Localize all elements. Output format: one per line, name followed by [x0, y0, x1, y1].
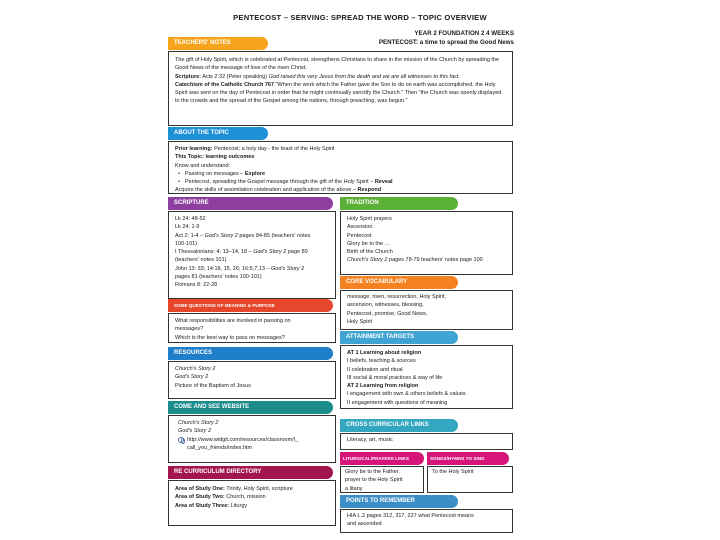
prayer-line: Glory be to the Father.: [345, 469, 400, 475]
liturgical-box: [340, 466, 424, 493]
at2-heading: AT 2 Learning from religion: [347, 383, 419, 390]
point-line: and ascended: [347, 521, 382, 528]
teachers-notes-intro: The gift of Holy Spirit, which is celebrated at Pentecost, strengthens Christians to share in the mission of the Church by spreading the Good News of the message of love of the risen Christ.: [175, 57, 500, 72]
cross-links-box: [340, 433, 513, 450]
tradition-line: Birth of the Church: [347, 249, 393, 256]
prayer-line: prayer to the Holy Spirit: [345, 477, 403, 484]
scripture-line: I Thessalonians: 4: 13–14, 18 – God's Story 2 page 89: [175, 249, 308, 256]
attainment-box: [340, 345, 513, 409]
website-url[interactable]: call_you_friends/index.htm: [187, 444, 253, 451]
year-weeks: YEAR 2 FOUNDATION 2 4 WEEKS: [414, 30, 514, 37]
resource-line: God's Story 2: [175, 374, 209, 381]
tradition-header: TRADITION: [340, 197, 458, 210]
liturgical-header: LITURGICAL/PRAYERS LINKS: [340, 452, 424, 465]
resources-header: RESOURCES: [168, 347, 333, 360]
page-title: PENTECOST – SERVING: SPREAD THE WORD – TOPIC OVERVIEW: [233, 13, 487, 22]
target-line: II celebration and ritual: [347, 366, 403, 373]
target-line: III social & moral practices & way of life: [347, 374, 443, 381]
learning-outcomes: This Topic: learning outcomes: [175, 154, 255, 161]
question-line: What responsibilities are involved in passing on: [175, 318, 291, 324]
outcome-list: [175, 170, 506, 187]
scripture-line: Romans 8: 22-28: [175, 282, 218, 289]
song-line: To the Holy Spirit: [432, 469, 474, 475]
globe-icon: [178, 437, 184, 443]
songs-box: [427, 466, 513, 493]
website-header: COME AND SEE WEBSITE: [168, 401, 333, 414]
target-line: I engagement with own & others beliefs & values: [347, 391, 466, 398]
outcome-reveal: • Pentecost, spreading the Gospel message through the gift of the Holy Spirit – Reveal: [178, 178, 506, 186]
scripture-line: pages 81 (teachers' notes 100-101): [175, 274, 262, 281]
scripture-line: John 13: 33; 14:18, 15, 26; 16:5,7,13 – God's Story 2: [175, 265, 305, 272]
target-line: I beliefs, teaching & sources: [347, 358, 416, 365]
tradition-line: Ascension: [347, 224, 373, 231]
website-url[interactable]: http://www.widgit.com/resources/classroom/l_: [187, 436, 298, 443]
scripture-line: Lk 24: 1-9: [175, 224, 200, 231]
about-topic-header: ABOUT THE TOPIC: [168, 127, 268, 140]
study-area-three: Area of Study Three: Liturgy: [175, 502, 248, 509]
scripture-line: Act 2: 1-4 – God's Story 2 pages 84-85 (teachers' notes: [175, 232, 311, 239]
resource-line: Church's Story 2: [175, 366, 216, 372]
vocab-line: ascension, witnesses, blessing,: [347, 302, 424, 309]
points-box: [340, 509, 513, 533]
songs-header: SONGS/HYMNS TO SING: [427, 452, 509, 465]
outcome-explore: • Passing on messages – Explore: [178, 170, 506, 178]
prayer-line: a litany: [345, 485, 363, 492]
resources-box: [168, 361, 336, 399]
teachers-notes-box: [168, 51, 513, 126]
teachers-notes-header: TEACHERS' NOTES: [168, 37, 268, 50]
core-vocab-box: [340, 290, 513, 330]
tradition-line: Pentecost: [347, 232, 372, 239]
vocab-line: Pentecost, promise, Good News,: [347, 310, 428, 317]
scripture-line: 100-101): [175, 240, 198, 247]
about-topic-box: [168, 141, 513, 194]
tradition-box: [340, 211, 513, 275]
attainment-header: ATTAINMENT TARGETS: [340, 331, 458, 344]
teachers-notes-scripture: Scripture: Acts 2:32 (Peter speaking) God raised this very Jesus from the death and we are all witnesses to this fact.: [175, 73, 460, 80]
prior-learning: Prior learning: Pentecost; a holy day - the feast of the Holy Spirit: [175, 146, 335, 152]
cross-link-line: Literacy, art, music: [347, 437, 393, 443]
teachers-notes-catechism: Catechism of the Catholic Church 767 "When the work which the Father gave the Son to do on earth was accomplished, the Holy Spirit was sent on the day of Pentecost in order that he might continually sanctify the Church." Then "the Church was openly displayed to the crowds and the spread of the Gospel among the nations, through preaching, was begun.": [175, 81, 502, 105]
resource-line: Picture of the Baptism of Jesus: [175, 382, 251, 389]
point-line: HIA L.2 pages 312, 317, 227 what Pentecost means: [347, 513, 474, 519]
vocab-line: Holy Spirit: [347, 318, 373, 325]
outcome-respond: Acquire the skills of assimilation celebration and application of the above – Respond: [175, 187, 382, 194]
vocab-line: message, risen, resurrection, Holy Spirit,: [347, 294, 447, 300]
core-vocab-header: CORE VOCABULARY: [340, 276, 458, 289]
topic-meta: [379, 29, 514, 47]
at1-heading: AT 1 Learning about religion: [347, 350, 422, 356]
points-header: POINTS TO REMEMBER: [340, 495, 458, 508]
website-line: God's Story 2: [178, 428, 212, 435]
know-understand: Know and understand:: [175, 162, 231, 169]
website-line: Church's Story 2: [178, 420, 219, 426]
questions-box: [168, 313, 336, 343]
scripture-line: Lk 24: 48-52: [175, 216, 206, 222]
scripture-box: [168, 211, 336, 299]
website-link[interactable]: [178, 436, 329, 453]
tradition-line: Holy Spirit prayers: [347, 216, 392, 222]
scripture-header: SCRIPTURE: [168, 197, 333, 210]
scripture-line: (teachers' notes 101): [175, 257, 227, 264]
question-line: messages?: [175, 326, 204, 333]
re-directory-header: RE CURRICULUM DIRECTORY: [168, 466, 333, 479]
tradition-line: Glory be to the …: [347, 240, 391, 247]
cross-links-header: CROSS CURRICULAR LINKS: [340, 419, 458, 432]
target-line: II engagement with questions of meaning: [347, 399, 448, 406]
question-line: Which is the best way to pass on messages?: [175, 334, 285, 341]
questions-header: SOME QUESTIONS OF MEANING & PURPOSE: [168, 299, 333, 312]
re-directory-box: [168, 480, 336, 526]
topic-subtitle: PENTECOST: a time to spread the Good News: [378, 39, 514, 46]
study-area-two: Area of Study Two: Church, mission: [175, 494, 266, 501]
study-area-one: Area of Study One: Trinity, Holy Spirit, scripture: [175, 486, 293, 492]
website-box: [168, 415, 336, 463]
tradition-line: Church's Story 2 pages 78-79 teachers' notes page 100: [347, 257, 483, 264]
